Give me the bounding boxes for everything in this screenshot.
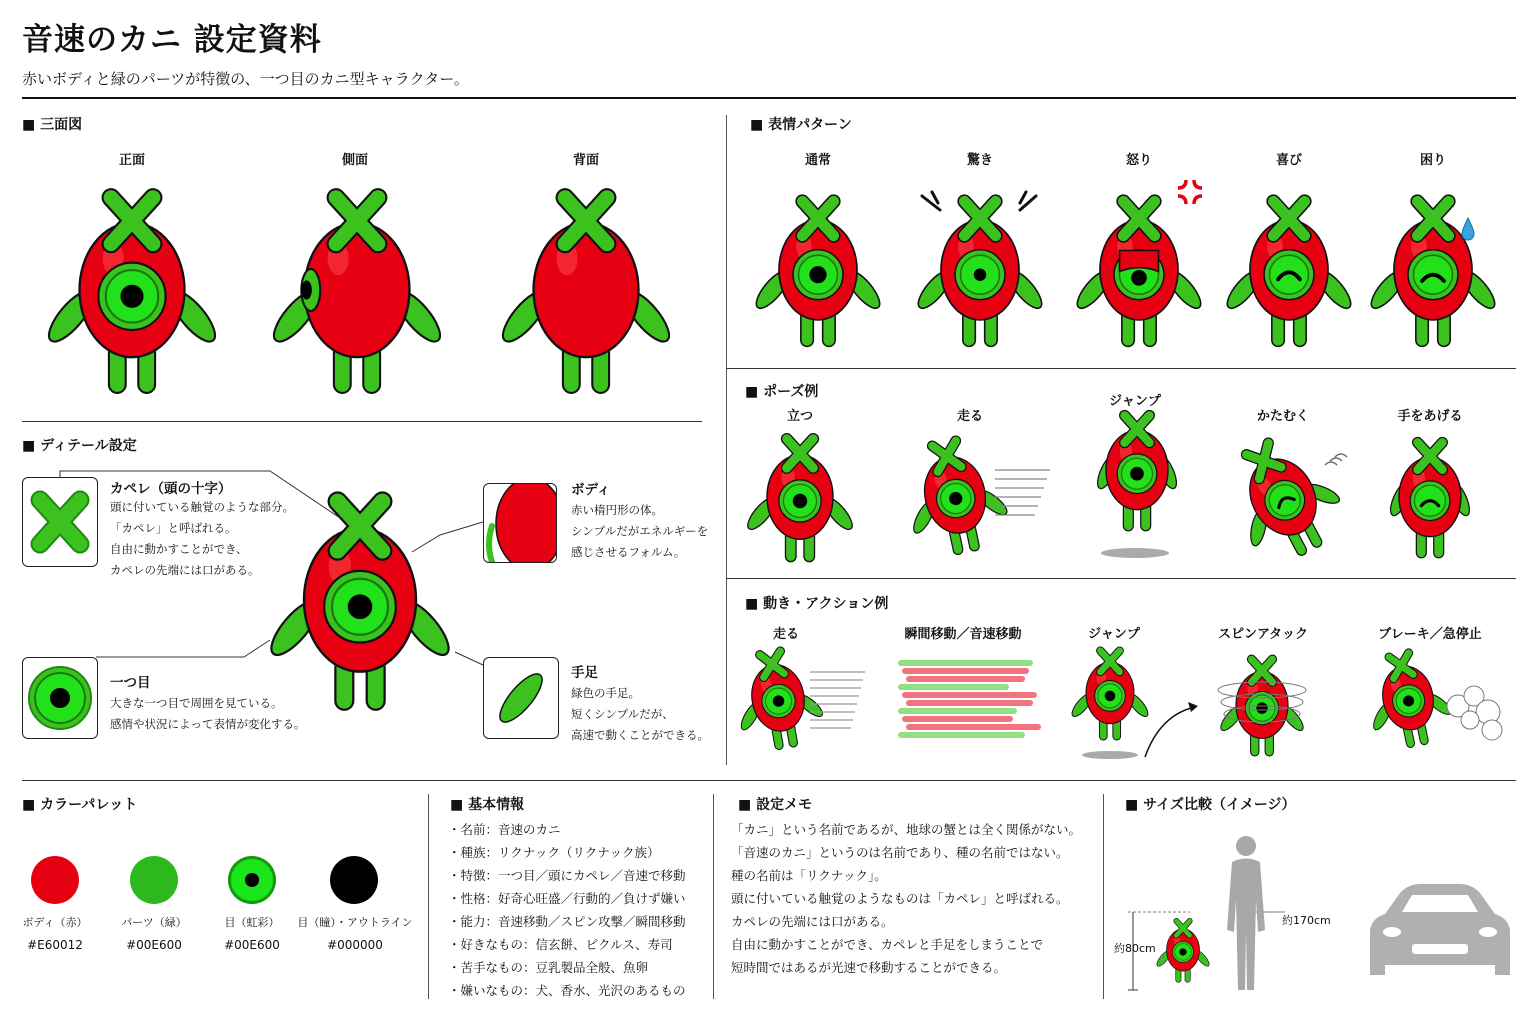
pose-label-stand: 立つ	[786, 409, 814, 424]
detail-title-body: ボディ	[571, 482, 611, 498]
list-item: ・名前：音速のカニ	[448, 822, 561, 837]
pose-label-raise-hand: 手をあげる	[1397, 409, 1463, 424]
swatch-hex-iris: #00E600	[224, 938, 280, 952]
section-poses: ■ ポーズ例	[745, 384, 819, 400]
section-basic-info: ■ 基本情報	[450, 797, 525, 813]
action-label-jump: ジャンプ	[1088, 627, 1140, 642]
list-item: ・種族：リクナック（リクナック族）	[448, 845, 660, 860]
memo-line: 「カニ」という名前であるが、地球の蟹とは全く関係がない。	[731, 822, 1082, 837]
swatch-name-parts: パーツ（緑）	[121, 916, 187, 929]
section-expressions: ■ 表情パターン	[750, 117, 852, 133]
size-label-kani: 約80cm	[1114, 942, 1156, 955]
memo-line: 種の名前は「リクナック」。	[731, 868, 887, 883]
swatch-hex-outline: #000000	[327, 938, 383, 952]
section-size: ■ サイズ比較（イメージ）	[1125, 797, 1296, 813]
action-label-teleport: 瞬間移動／音速移動	[904, 627, 1022, 642]
section-details: ■ ディテール設定	[22, 438, 137, 454]
list-item: ・能力：音速移動／スピン攻撃／瞬間移動	[448, 914, 686, 929]
expression-label-angry: 怒り	[1125, 153, 1153, 168]
memo-line: 「音速のカニ」というのは名前であり、種の名前ではない。	[731, 845, 1069, 860]
section-three-view: ■ 三面図	[22, 117, 83, 133]
pose-label-run: 走る	[956, 409, 984, 424]
detail-title-eye: 一つ目	[110, 675, 151, 691]
section-palette: ■ カラーパレット	[22, 797, 138, 813]
section-actions: ■ 動き・アクション例	[745, 596, 889, 612]
size-label-human: 約170cm	[1282, 914, 1331, 927]
swatch-hex-parts: #00E600	[126, 938, 182, 952]
page-title: 音速のカニ 設定資料	[22, 22, 322, 58]
expression-label-normal: 通常	[804, 153, 832, 168]
detail-text-body: 赤い楕円形の体。 シンプルだがエネルギーを 感じさせるフォルム。	[571, 503, 709, 559]
swatch-name-iris: 目（虹彩）	[224, 916, 280, 929]
swatch-hex-body: #E60012	[27, 938, 83, 952]
memo-line: 自由に動かすことができ、カペレと手足をしまうことで	[731, 937, 1044, 952]
detail-text-limbs: 緑色の手足。 短くシンプルだが、 高速で動くことができる。	[571, 686, 709, 742]
detail-text-eye: 大きな一つ目で周囲を見ている。 感情や状況によって表情が変化する。	[110, 696, 306, 731]
list-item: ・苦手なもの：豆乳製品全般、魚卵	[448, 960, 649, 975]
view-label-back: 背面	[572, 153, 600, 168]
view-label-side: 側面	[341, 153, 369, 168]
detail-title-limbs: 手足	[571, 665, 598, 681]
memo-line: カペレの先端には口がある。	[731, 914, 894, 929]
memo-line: 頭に付いている触覚のようなものは「カペレ」と呼ばれる。	[731, 891, 1069, 906]
human-silhouette-icon	[1227, 836, 1265, 990]
list-item: ・嫌いなもの：犬、香水、光沢のあるもの	[448, 983, 686, 998]
expression-label-troubled: 困り	[1419, 153, 1447, 168]
pose-label-tilt: かたむく	[1256, 409, 1310, 424]
swatch-name-outline: 目（瞳）・アウトライン	[297, 916, 413, 929]
detail-text-kapere: 頭に付いている触覚のような部分。 「カペレ」と呼ばれる。 自由に動かすことができ、 カペレの先端には口がある。	[110, 500, 294, 577]
car-silhouette-icon	[1370, 884, 1510, 975]
page-subtitle: 赤いボディと緑のパーツが特徴の、一つ目のカニ型キャラクター。	[22, 70, 469, 88]
view-label-front: 正面	[118, 153, 146, 168]
swatch-name-body: ボディ（赤）	[22, 916, 88, 929]
section-memo: ■ 設定メモ	[738, 797, 813, 813]
action-label-run: 走る	[772, 627, 800, 642]
action-label-brake: ブレーキ／急停止	[1378, 627, 1482, 642]
list-item: ・性格：好奇心旺盛／行動的／負けず嫌い	[448, 891, 686, 906]
memo-line: 短時間ではあるが光速で移動することができる。	[731, 960, 1007, 975]
pose-label-jump: ジャンプ	[1109, 394, 1161, 409]
expression-label-happy: 喜び	[1275, 153, 1303, 168]
action-label-spin: スピンアタック	[1217, 627, 1309, 642]
list-item: ・好きなもの：信玄餅、ピクルス、寿司	[448, 937, 673, 952]
list-item: ・特徴：一つ目／頭にカペレ／音速で移動	[448, 868, 686, 883]
expression-label-surprised: 驚き	[966, 153, 994, 168]
detail-title-kapere: カペレ（頭の十字）	[110, 481, 232, 497]
